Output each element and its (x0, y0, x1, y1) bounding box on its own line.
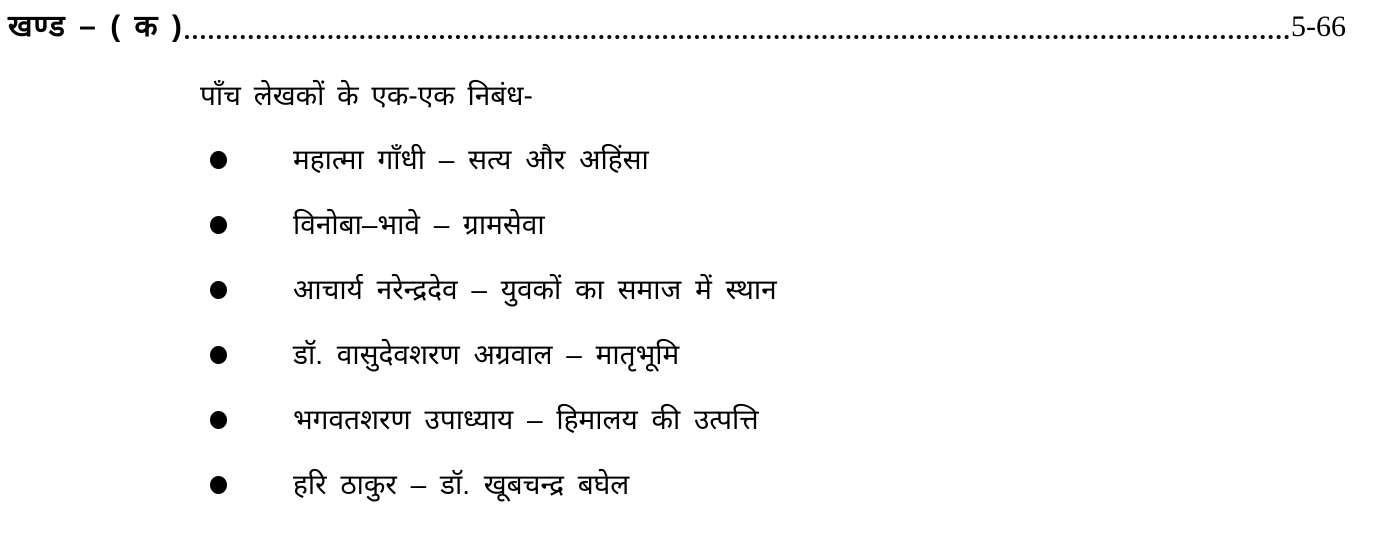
list-item (200, 402, 1346, 438)
essay-item-text: डॉ. वासुदेवशरण अग्रवाल – मातृभूमि (293, 339, 680, 370)
list-item (200, 467, 1346, 503)
list-item (200, 337, 1346, 373)
section-title: खण्ड – ( क ) (8, 10, 183, 43)
list-item (200, 272, 1346, 308)
bullet-icon (210, 281, 227, 299)
section-page-range: 5-66 (1291, 10, 1346, 43)
dot-leader (185, 35, 1290, 39)
bullet-icon (210, 476, 227, 494)
section-content (200, 78, 1346, 503)
essay-item-text: आचार्य नरेन्द्रदेव – युवकों का समाज में स्थान (293, 274, 777, 305)
bullet-icon (210, 411, 227, 429)
essay-item-text: विनोबा–भावे – ग्रामसेवा (293, 209, 545, 240)
bullet-icon (210, 151, 227, 169)
section-subtitle: पाँच लेखकों के एक-एक निबंध- (200, 80, 533, 111)
bullet-icon (210, 346, 227, 364)
list-item (200, 207, 1346, 243)
essay-item-text: महात्मा गाँधी – सत्य और अहिंसा (293, 144, 649, 175)
list-item (200, 142, 1346, 178)
essay-list (200, 142, 1346, 503)
essay-item-text: भगवतशरण उपाध्याय – हिमालय की उत्पत्ति (293, 404, 759, 435)
essay-item-text: हरि ठाकुर – डॉ. खूबचन्द्र बघेल (293, 469, 630, 500)
bullet-icon (210, 216, 227, 234)
section-heading-row (8, 8, 1346, 46)
